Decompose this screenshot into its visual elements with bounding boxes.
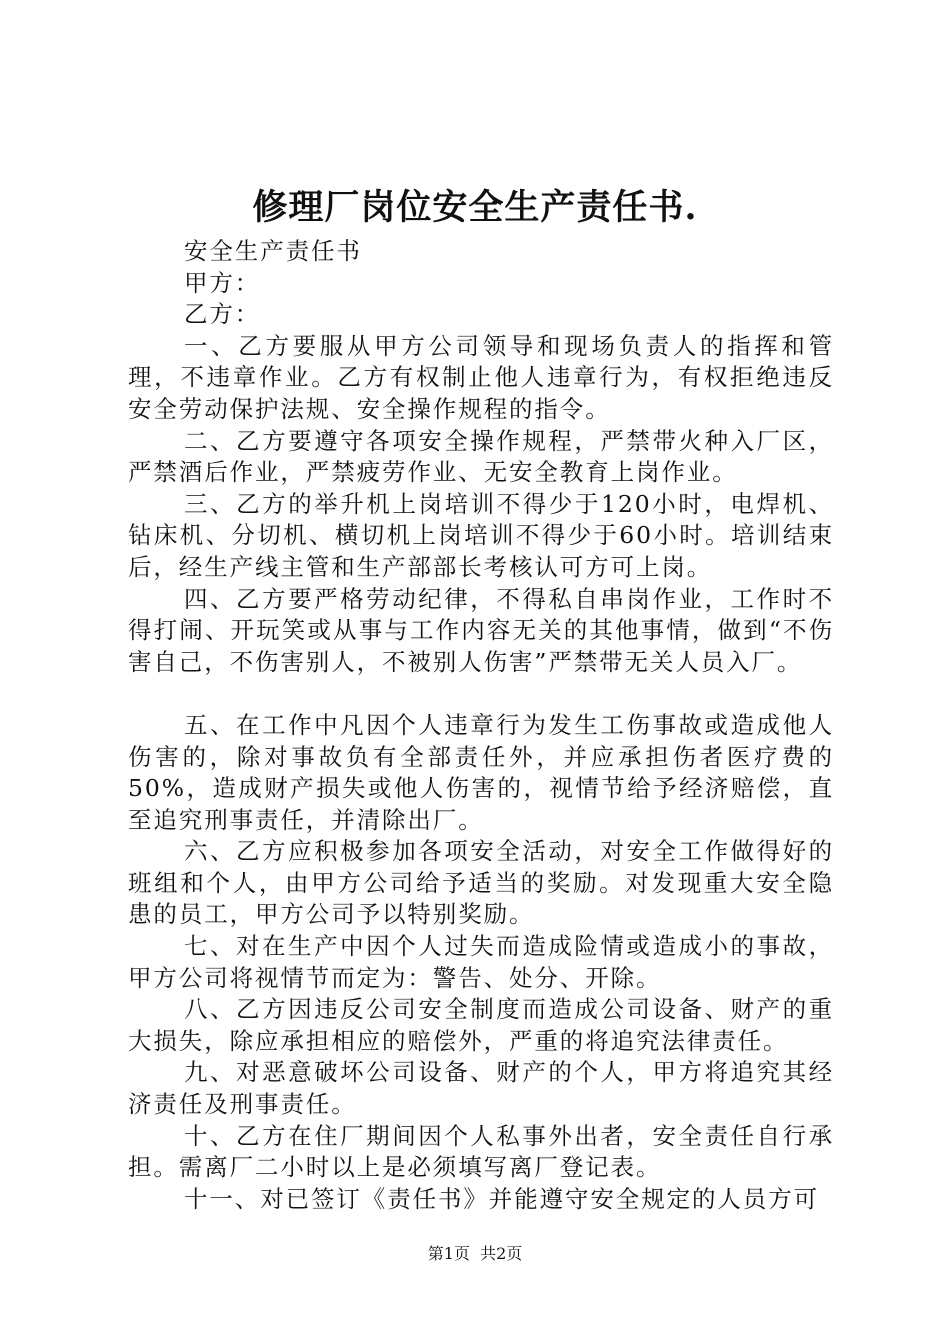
paragraph-clause-9: 九、对恶意破坏公司设备、财产的个人，甲方将追究其经济责任及刑事责任。	[128, 1058, 834, 1119]
paragraph-heading: 安全生产责任书	[184, 237, 362, 265]
page-number: 第1页	[427, 1244, 470, 1263]
paragraph-clause-6: 六、乙方应积极参加各项安全活动，对安全工作做得好的班组和个人，由甲方公司给予适当的奖励。对发现重大安全隐患的员工，甲方公司予以特别奖励。	[128, 837, 834, 929]
paragraph-clause-3: 三、乙方的举升机上岗培训不得少于120小时，电焊机、钻床机、分切机、横切机上岗培训不得少于60小时。培训结束后，经生产线主管和生产部部长考核认可方可上岗。	[128, 489, 834, 581]
paragraph-clause-10: 十、乙方在住厂期间因个人私事外出者，安全责任自行承担。需离厂二小时以上是必须填写离厂登记表。	[128, 1121, 834, 1182]
paragraph-clause-4: 四、乙方要严格劳动纪律，不得私自串岗作业，工作时不得打闹、开玩笑或从事与工作内容无关的其他事情，做到“不伤害自己，不伤害别人，不被别人伤害”严禁带无关人员入厂。	[128, 584, 834, 676]
page-total: 共2页	[480, 1244, 523, 1263]
paragraph-clause-5: 五、在工作中凡因个人违章行为发生工伤事故或造成他人伤害的，除对事故负有全部责任外，并应承担伤者医疗费的50%，造成财产损失或他人伤害的，视情节给予经济赔偿，直至追究刑事责任，并清除出厂。	[128, 710, 834, 834]
paragraph-clause-2: 二、乙方要遵守各项安全操作规程，严禁带火种入厂区，严禁酒后作业，严禁疲劳作业、无安全教育上岗作业。	[128, 426, 834, 487]
document-body	[128, 236, 834, 1215]
paragraph-party-b: 乙方：	[184, 300, 261, 329]
paragraph-party-a: 甲方：	[184, 268, 261, 297]
paragraph-clause-1: 一、乙方要服从甲方公司领导和现场负责人的指挥和管理，不违章作业。乙方有权制止他人违章行为，有权拒绝违反安全劳动保护法规、安全操作规程的指令。	[128, 331, 834, 423]
paragraph-clause-11: 十一、对已签订《责任书》并能遵守安全规定的人员方可	[184, 1184, 819, 1213]
footer-spacer	[470, 1244, 480, 1263]
page-footer	[0, 1242, 950, 1266]
paragraph-clause-8: 八、乙方因违反公司安全制度而造成公司设备、财产的重大损失，除应承担相应的赔偿外，严重的将追究法律责任。	[128, 995, 834, 1055]
document-title: 修理厂岗位安全生产责任书.	[252, 187, 698, 228]
paragraph-clause-7: 七、对在生产中因个人过失而造成险情或造成小的事故，甲方公司将视情节而定为：警告、处分、开除。	[128, 932, 834, 992]
